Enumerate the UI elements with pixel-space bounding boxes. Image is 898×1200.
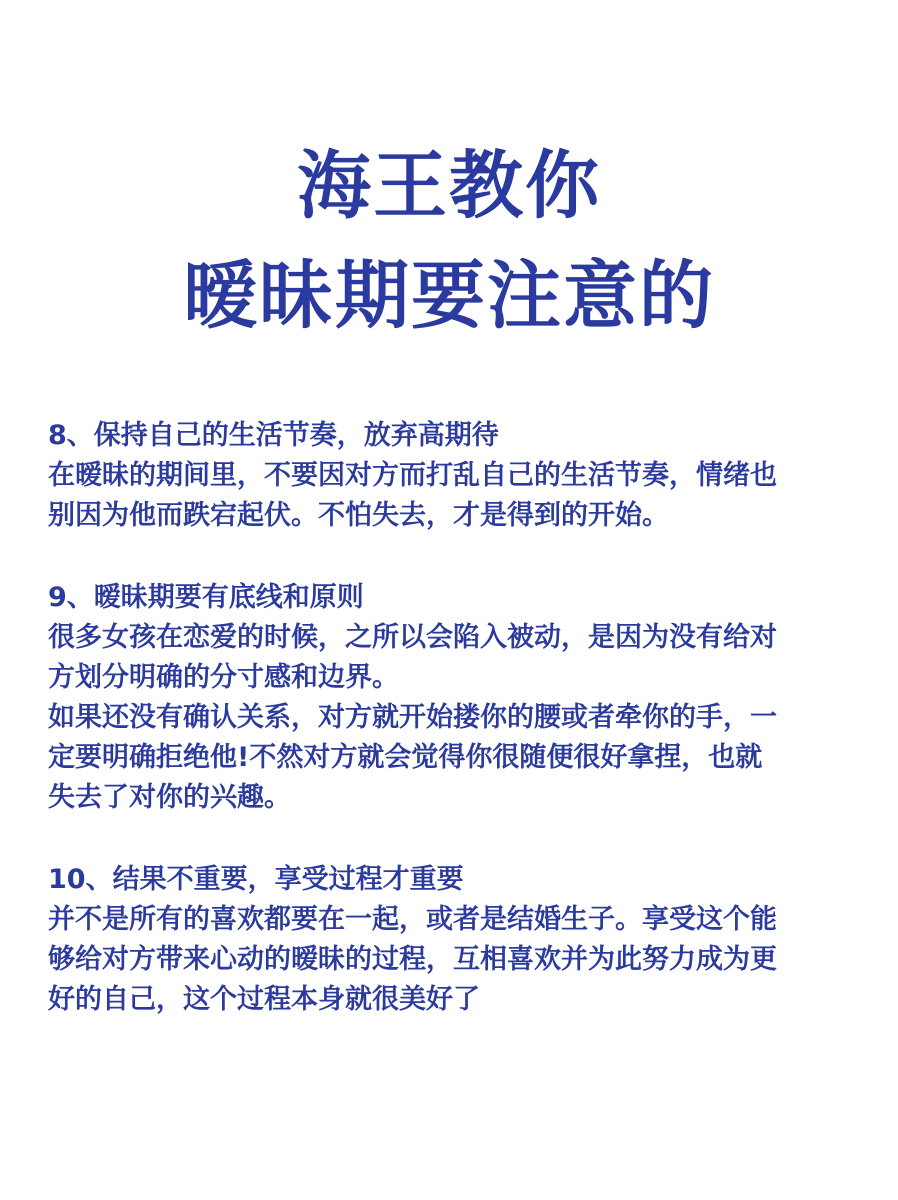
section-line: 很多女孩在恋爱的时候，之所以会陷入被动，是因为没有给对	[48, 622, 777, 653]
section-heading: 9、暧昧期要有底线和原则	[48, 582, 364, 613]
section-line: 失去了对你的兴趣。	[48, 782, 291, 813]
section-9	[48, 578, 860, 818]
section-line: 够给对方带来心动的暧昧的过程，互相喜欢并为此努力成为更	[48, 944, 777, 975]
section-heading: 8、保持自己的生活节奏，放弃高期待	[48, 420, 499, 451]
section-heading: 10、结果不重要，享受过程才重要	[48, 864, 464, 895]
title-line-1: 海王教你	[297, 143, 601, 229]
section-line: 如果还没有确认关系，对方就开始搂你的腰或者牵你的手，一	[48, 702, 777, 733]
section-line: 好的自己，这个过程本身就很美好了	[48, 984, 480, 1015]
title-line-2: 暧昧期要注意的	[183, 253, 715, 339]
section-line: 定要明确拒绝他!不然对方就会觉得你很随便很好拿捏，也就	[48, 742, 763, 773]
section-line: 在暧昧的期间里，不要因对方而打乱自己的生活节奏，情绪也	[48, 460, 777, 491]
section-8	[48, 416, 860, 536]
section-line: 别因为他而跌宕起伏。不怕失去，才是得到的开始。	[48, 500, 669, 531]
section-line: 方划分明确的分寸感和边界。	[48, 662, 399, 693]
section-10	[48, 860, 860, 1020]
section-line: 并不是所有的喜欢都要在一起，或者是结婚生子。享受这个能	[48, 904, 777, 935]
